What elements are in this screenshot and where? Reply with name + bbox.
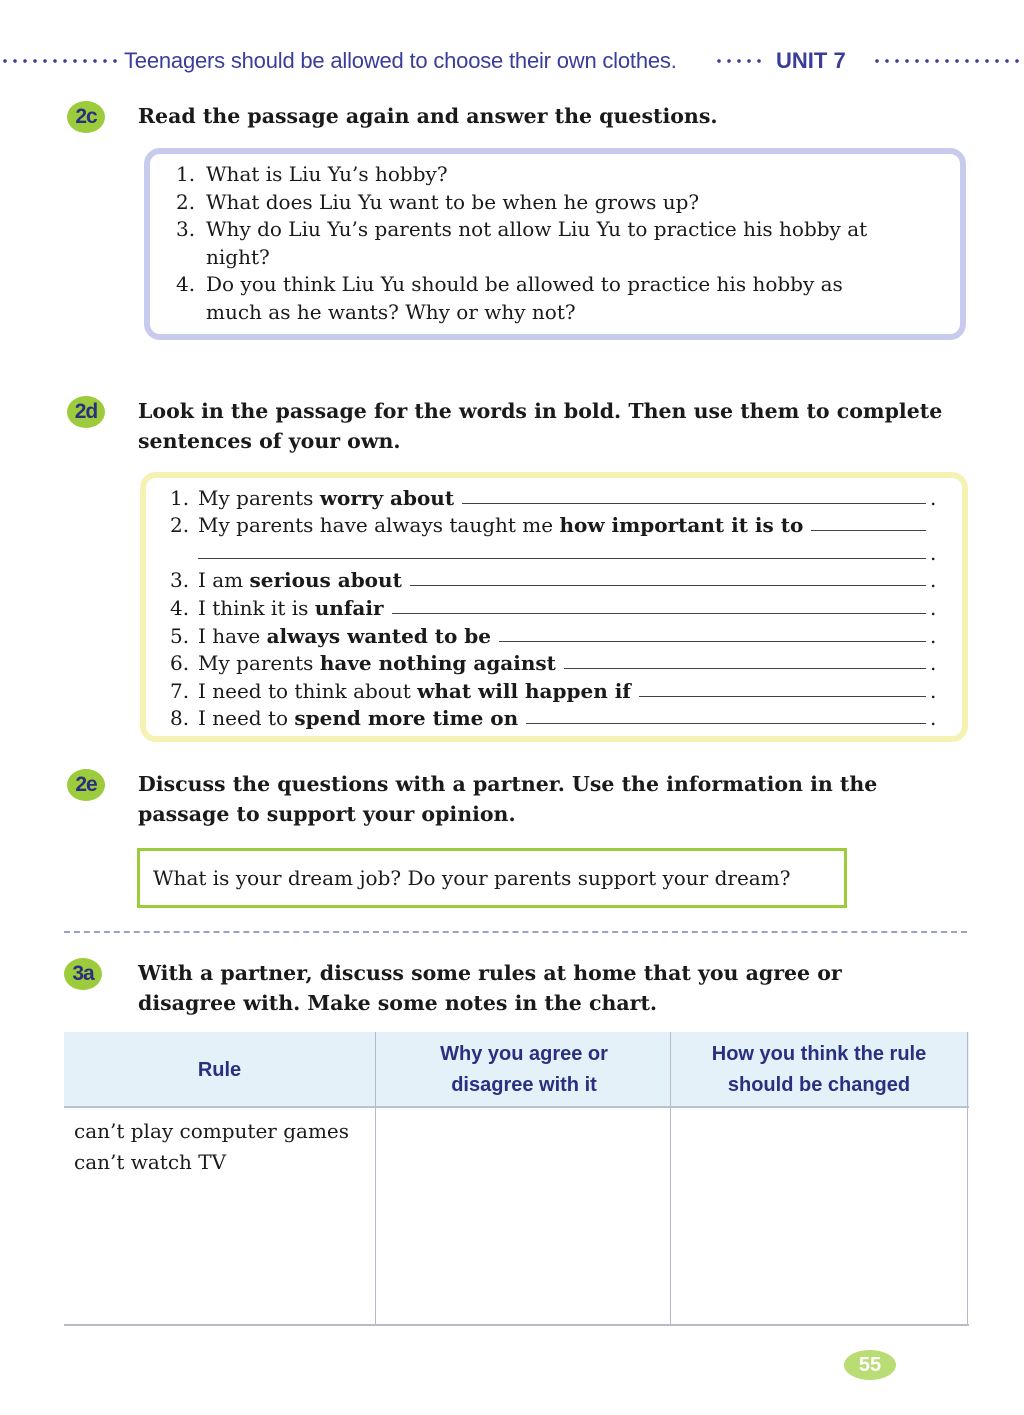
end-period: . [930,678,937,703]
sentence-item [170,565,936,593]
dotted-rule-right [872,57,1024,65]
rule-item: can’t play computer games [74,1119,350,1143]
section-divider [64,931,967,933]
sentence-item [170,482,936,510]
rules-chart [64,1032,969,1326]
sentence-item [170,703,936,731]
sentence-number: 7. [170,678,190,703]
instruction-2d: Look in the passage for the words in bold. Then use them to complete sentences of your own. [138,399,943,453]
answer-blank[interactable] [564,668,926,669]
page-number: 55 [844,1350,896,1380]
answer-blank[interactable] [811,530,926,531]
sentence-item [170,648,936,676]
section-badge-2e: 2e [67,769,105,801]
discussion-prompt: What is your dream job? Do your parents support your dream? [153,866,791,890]
bold-phrase: serious about [249,568,402,593]
sentence-number: 3. [170,568,190,593]
end-period: . [930,485,937,510]
bold-phrase: have nothing against [319,651,556,676]
sentence-prefix: I think it is [198,595,309,620]
end-period: . [930,540,937,565]
header-title: Teenagers should be allowed to choose their own clothes. [124,48,677,73]
question-number: 2. [176,189,196,214]
sentence-number: 6. [170,651,190,676]
question-text: What does Liu Yu want to be when he grows up? [206,189,700,214]
sentence-item [170,620,936,648]
sentence-prefix: My parents have always taught me [198,513,554,538]
column-border-right [967,1032,968,1326]
question-item [176,161,916,189]
question-item [176,216,916,271]
instruction-2e: Discuss the questions with a partner. Use the information in the passage to support your opinion. [138,772,878,826]
end-period: . [930,595,937,620]
column-divider [375,1032,376,1326]
sentence-prefix: My parents [198,485,314,510]
answer-blank[interactable] [198,558,926,559]
sentence-list [170,482,936,730]
bold-phrase: spend more time on [294,706,519,731]
sentence-item [170,592,936,620]
sentence-continuation [170,537,936,565]
question-number: 3. [176,217,196,241]
question-number: 1. [176,162,196,186]
sentence-number: 5. [170,623,190,648]
bold-phrase: unfair [314,595,384,620]
bold-phrase: what will happen if [417,678,631,703]
bold-phrase: how important it is to [559,513,804,538]
end-period: . [930,651,937,676]
question-item [176,271,916,326]
section-badge-2c: 2c [67,101,105,133]
answer-blank[interactable] [499,641,926,642]
rule-cell[interactable] [74,1116,349,1178]
header-rule: Rule [197,1058,242,1081]
instruction-2c: Read the passage again and answer the questions. [138,104,718,128]
section-badge-2d: 2d [67,396,105,428]
sentence-number: 2. [170,513,190,538]
sentence-prefix: I am [198,568,244,593]
sentence-prefix: I have [198,623,261,648]
column-divider [670,1032,671,1326]
sentence-item [170,510,936,538]
answer-blank[interactable] [639,696,926,697]
page-header [0,48,1024,78]
answer-blank[interactable] [462,503,926,504]
dotted-rule-left [0,57,120,65]
instruction-3a: With a partner, discuss some rules at home that you agree or disagree with. Make some notes in the chart. [138,961,842,1015]
header-why: Why you agree or disagree with it [440,1043,608,1096]
answer-blank[interactable] [392,613,926,614]
sentence-number: 1. [170,485,190,510]
sentence-prefix: I need to think about [198,678,411,703]
question-text: Why do Liu Yu’s parents not allow Liu Yu to practice his hobby at night? [206,217,868,269]
question-number: 4. [176,272,196,296]
sentence-prefix: I need to [198,706,289,731]
dotted-rule-middle [714,57,766,65]
bold-phrase: always wanted to be [266,623,492,648]
answer-blank[interactable] [410,585,926,586]
question-text: What is Liu Yu’s hobby? [206,162,448,186]
bold-phrase: worry about [319,485,455,510]
sentence-prefix: My parents [198,651,314,676]
section-badge-3a: 3a [64,958,102,990]
rule-item: can’t watch TV [74,1150,227,1174]
end-period: . [930,706,937,731]
question-item [176,189,916,217]
unit-label: UNIT 7 [776,48,846,73]
end-period: . [930,568,937,593]
answer-blank[interactable] [526,723,926,724]
sentence-item [170,675,936,703]
end-period: . [930,623,937,648]
header-how: How you think the rule should be changed [711,1043,927,1096]
question-list [176,161,916,326]
sentence-number: 4. [170,595,190,620]
sentence-number: 8. [170,706,190,731]
question-text: Do you think Liu Yu should be allowed to practice his hobby as much as he wants? Why or why not? [206,272,843,324]
